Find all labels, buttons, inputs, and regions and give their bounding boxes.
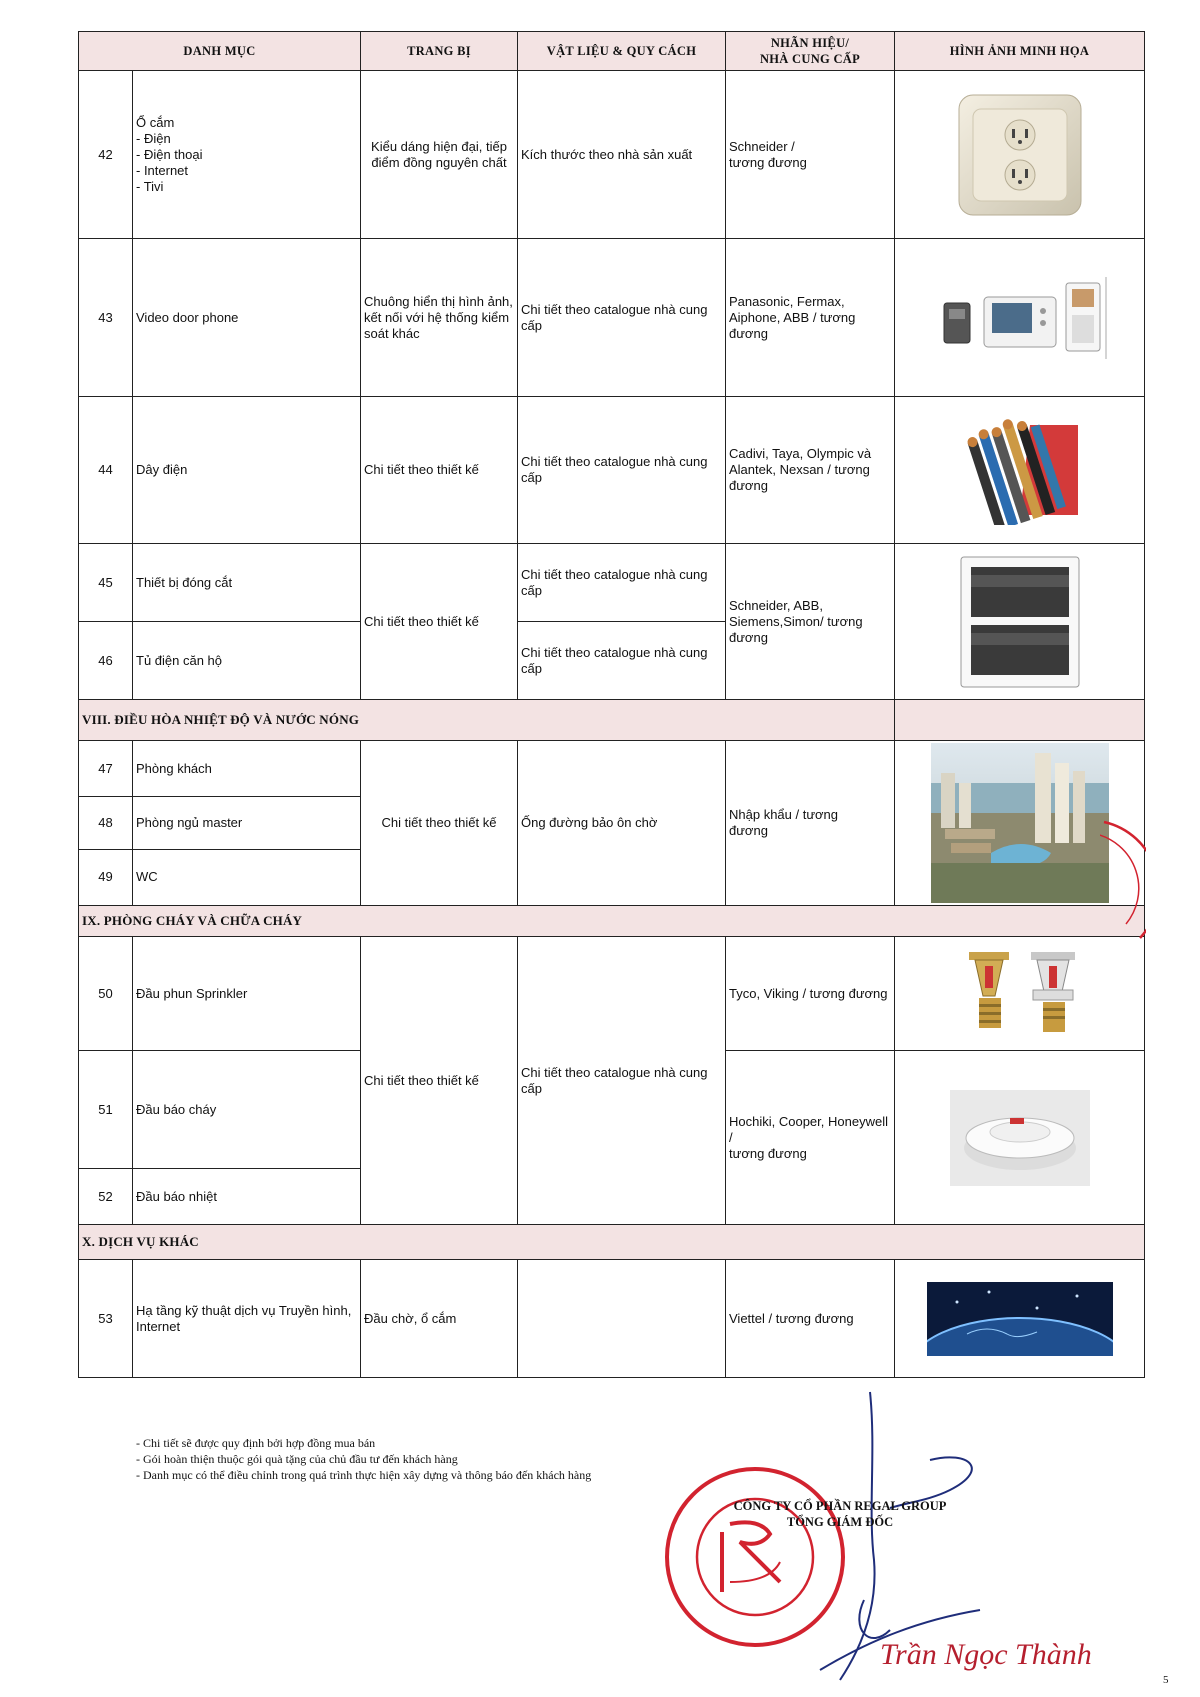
item-name: Phòng khách [133, 741, 361, 797]
city-aerial-photo-icon [931, 743, 1109, 903]
sprinkler-image [895, 937, 1145, 1051]
notes-list [136, 1435, 591, 1483]
item-name: Ổ cắm - Điện - Điện thoại - Internet - Tivi [133, 71, 361, 239]
equipment-spec-table [78, 31, 1145, 1378]
item-name: Video door phone [133, 239, 361, 397]
row-number: 50 [79, 937, 133, 1051]
header-nhan-hieu-line1: NHÃN HIỆU/ [770, 36, 850, 50]
table-row [79, 1260, 1145, 1378]
item-name: Dây điện [133, 397, 361, 544]
item-equipment: Chi tiết theo thiết kế [361, 397, 518, 544]
smoke-detector-icon [950, 1090, 1090, 1186]
video-intercom-icon [930, 273, 1110, 363]
item-material: Chi tiết theo catalogue nhà cung cấp [518, 937, 726, 1225]
table-row [79, 544, 1145, 622]
table-header-row [79, 32, 1145, 71]
row-number: 42 [79, 71, 133, 239]
item-equipment: Chi tiết theo thiết kế [361, 937, 518, 1225]
item-material: Chi tiết theo catalogue nhà cung cấp [518, 239, 726, 397]
partial-seal-stamp [1100, 820, 1146, 940]
signer-name: Trần Ngọc Thành [880, 1638, 1092, 1671]
table-row [79, 741, 1145, 797]
item-material: Chi tiết theo catalogue nhà cung cấp [518, 397, 726, 544]
section-title-x: X. DỊCH VỤ KHÁC [79, 1225, 1145, 1260]
item-name: Đầu báo cháy [133, 1051, 361, 1169]
item-brand: Viettel / tương đương [726, 1260, 895, 1378]
row-number: 47 [79, 741, 133, 797]
item-brand: Panasonic, Fermax, Aiphone, ABB / tương đương [726, 239, 895, 397]
header-nhan-hieu-line2: NHÀ CUNG CẤP [759, 52, 861, 66]
note-item: - Gói hoàn thiện thuộc gói quà tặng của chủ đầu tư đến khách hàng [136, 1452, 458, 1466]
signature-block [690, 1498, 990, 1530]
item-name: Thiết bị đóng cắt [133, 544, 361, 622]
item-name: Phòng ngủ master [133, 797, 361, 849]
network-globe-image [895, 1260, 1145, 1378]
signer-title: TỔNG GIÁM ĐỐC [786, 1515, 894, 1529]
socket-outlet-icon [955, 91, 1085, 219]
section-row [79, 700, 1145, 741]
header-hinh-anh: HÌNH ẢNH MINH HỌA [895, 32, 1145, 71]
header-trang-bi: TRANG BỊ [361, 32, 518, 71]
row-number: 48 [79, 797, 133, 849]
section-row [79, 1225, 1145, 1260]
item-brand: Schneider, ABB, Siemens,Simon/ tương đương [726, 544, 895, 700]
signer-company: CÔNG TY CỔ PHẦN REGAL GROUP [733, 1499, 947, 1513]
item-material: Ống đường bảo ôn chờ [518, 741, 726, 906]
header-nhan-hieu [726, 32, 895, 71]
row-number: 45 [79, 544, 133, 622]
row-number: 46 [79, 622, 133, 700]
item-equipment: Chuông hiển thị hình ảnh, kết nối với hệ thống kiểm soát khác [361, 239, 518, 397]
table-row [79, 397, 1145, 544]
cable-bundle-icon [960, 415, 1080, 525]
section-title-ix: IX. PHÒNG CHÁY VÀ CHỮA CHÁY [79, 906, 1145, 937]
socket-image [895, 71, 1145, 239]
item-equipment: Đầu chờ, ổ cắm [361, 1260, 518, 1378]
item-name: Hạ tầng kỹ thuật dịch vụ Truyền hình, Internet [133, 1260, 361, 1378]
header-vat-lieu: VẬT LIỆU & QUY CÁCH [518, 32, 726, 71]
item-material: Chi tiết theo catalogue nhà cung cấp [518, 622, 726, 700]
item-name: Đầu phun Sprinkler [133, 937, 361, 1051]
item-equipment: Kiểu dáng hiện đại, tiếp điểm đồng nguyên chất [361, 71, 518, 239]
note-item: - Chi tiết sẽ được quy định bởi hợp đồng mua bán [136, 1436, 376, 1450]
distribution-board-image [895, 544, 1145, 700]
row-number: 44 [79, 397, 133, 544]
row-number: 51 [79, 1051, 133, 1169]
item-name: Tủ điện căn hộ [133, 622, 361, 700]
item-name: Đầu báo nhiệt [133, 1169, 361, 1225]
sprinkler-head-icon [955, 946, 1085, 1042]
item-equipment: Chi tiết theo thiết kế [361, 544, 518, 700]
item-brand: Schneider / tương đương [726, 71, 895, 239]
note-item: - Danh mục có thể điều chỉnh trong quá trình thực hiện xây dựng và thông báo đến khách hàng [136, 1468, 592, 1482]
table-row [79, 239, 1145, 397]
page-number: 5 [1163, 1674, 1169, 1686]
section-title-viii: VIII. ĐIỀU HÒA NHIỆT ĐỘ VÀ NƯỚC NÓNG [79, 700, 895, 741]
item-brand: Nhập khẩu / tương đương [726, 741, 895, 906]
item-material: Kích thước theo nhà sản xuất [518, 71, 726, 239]
item-material: Chi tiết theo catalogue nhà cung cấp [518, 544, 726, 622]
row-number: 52 [79, 1169, 133, 1225]
item-equipment: Chi tiết theo thiết kế [361, 741, 518, 906]
switchgear-panel-icon [955, 553, 1085, 691]
row-number: 53 [79, 1260, 133, 1378]
electric-wire-image [895, 397, 1145, 544]
smoke-detector-image [895, 1051, 1145, 1225]
header-danh-muc: DANH MỤC [79, 32, 361, 71]
video-door-phone-image [895, 239, 1145, 397]
section-row [79, 906, 1145, 937]
row-number: 43 [79, 239, 133, 397]
item-material [518, 1260, 726, 1378]
item-brand: Tyco, Viking / tương đương [726, 937, 895, 1051]
row-number: 49 [79, 849, 133, 905]
item-brand: Hochiki, Cooper, Honeywell / tương đương [726, 1051, 895, 1225]
globe-network-icon [927, 1282, 1113, 1356]
table-row [79, 937, 1145, 1051]
section-empty-cell [895, 700, 1145, 741]
table-row [79, 71, 1145, 239]
item-name: WC [133, 849, 361, 905]
item-brand: Cadivi, Taya, Olympic và Alantek, Nexsan / tương đương [726, 397, 895, 544]
